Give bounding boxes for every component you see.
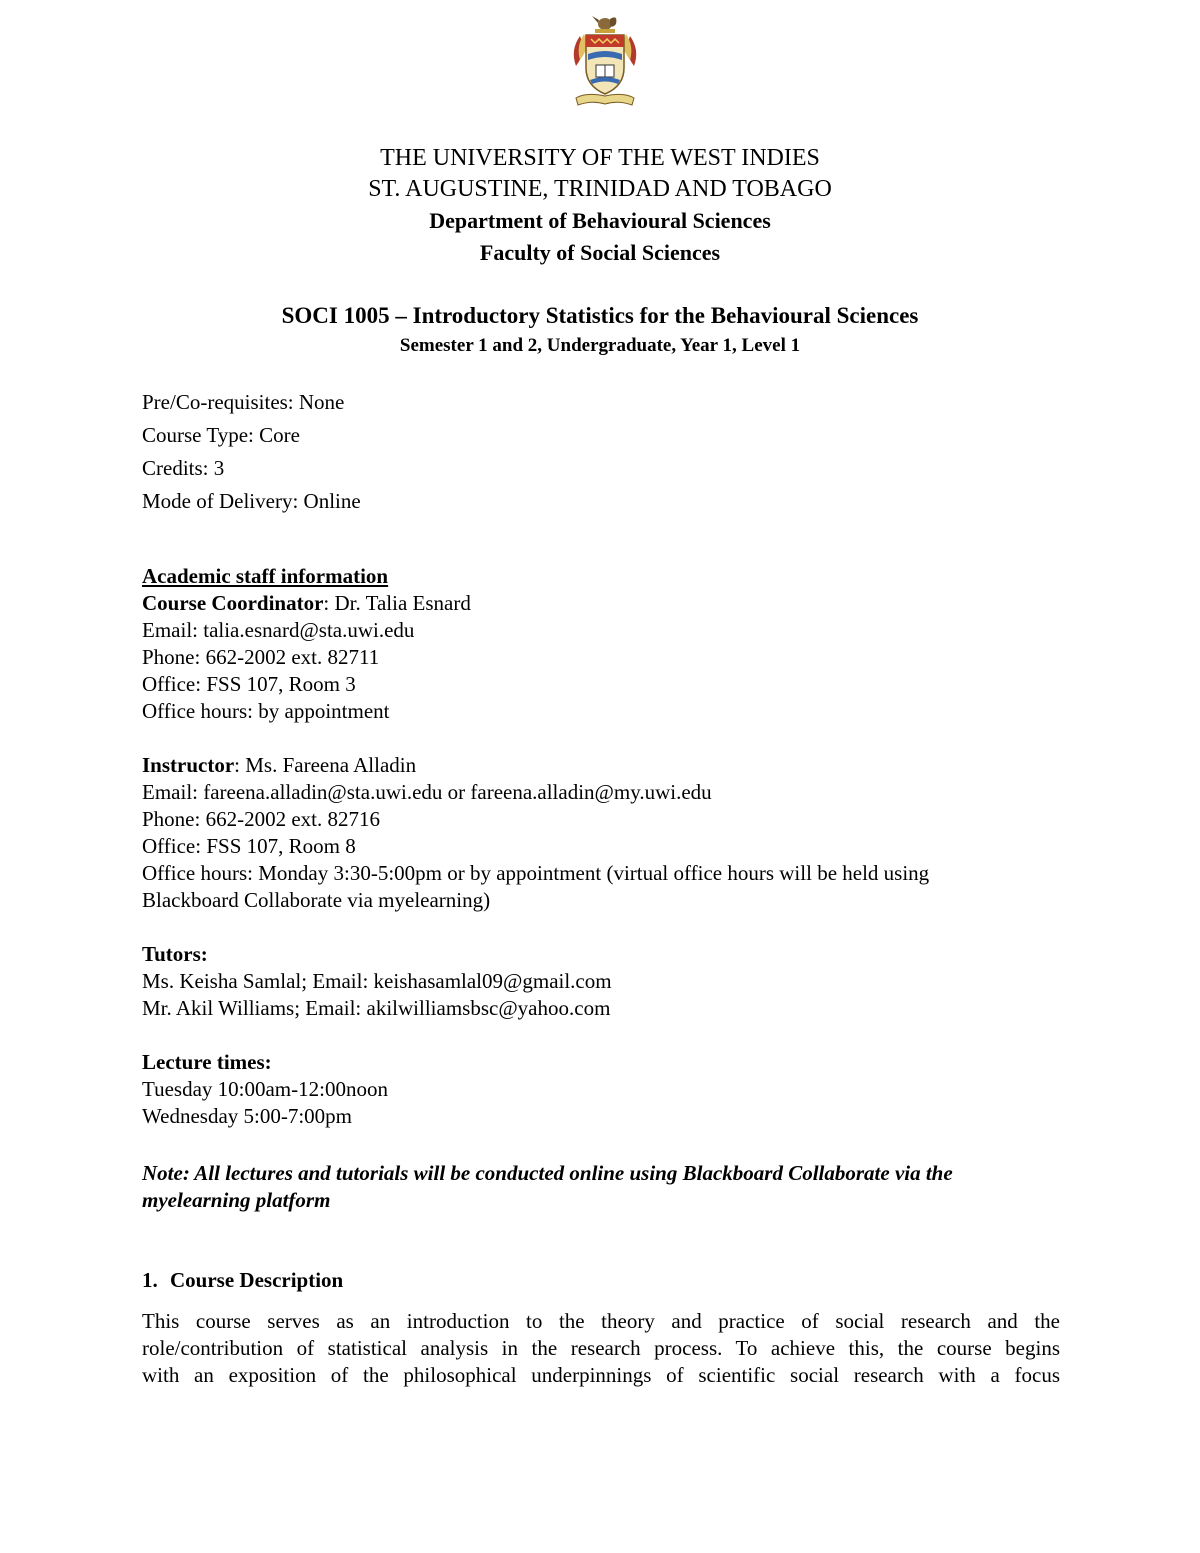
tutors-heading: Tutors: bbox=[142, 942, 208, 966]
course-description-text bbox=[142, 1308, 1060, 1389]
lectures-heading: Lecture times: bbox=[142, 1050, 272, 1074]
instructor-office-hours: Office hours: Monday 3:30-5:00pm or by appointment (virtual office hours will be held using bbox=[142, 861, 930, 885]
university-name: THE UNIVERSITY OF THE WEST INDIES bbox=[380, 145, 820, 171]
instructor-email: Email: fareena.alladin@sta.uwi.edu or fareena.alladin@my.uwi.edu bbox=[142, 780, 712, 804]
requirement-course-type: Course Type: Core bbox=[142, 423, 300, 447]
description-line: This course serves as an introduction to the theory and practice of social research and the bbox=[142, 1309, 1060, 1333]
requirement-credits: Credits: 3 bbox=[142, 456, 225, 480]
lecture-time-item: Wednesday 5:00-7:00pm bbox=[142, 1104, 353, 1128]
university-header bbox=[0, 143, 1200, 205]
coordinator-name: : Dr. Talia Esnard bbox=[323, 591, 471, 615]
tutor-item: Ms. Keisha Samlal; Email: keishasamlal09@gmail.com bbox=[142, 969, 612, 993]
coordinator-role: Course Coordinator bbox=[142, 591, 324, 615]
instructor-section bbox=[142, 752, 929, 914]
course-title: SOCI 1005 – Introductory Statistics for the Behavioural Sciences bbox=[281, 303, 919, 328]
coordinator-email: Email: talia.esnard@sta.uwi.edu bbox=[142, 618, 415, 642]
description-line: role/contribution of statistical analysis in the research process. To achieve this, the course begins bbox=[142, 1336, 1060, 1360]
course-subtitle: Semester 1 and 2, Undergraduate, Year 1, Level 1 bbox=[399, 335, 801, 356]
section-number: 1. bbox=[142, 1268, 158, 1292]
campus-name: ST. AUGUSTINE, TRINIDAD AND TOBAGO bbox=[368, 176, 832, 202]
instructor-name: : Ms. Fareena Alladin bbox=[234, 753, 417, 777]
coordinator-office: Office: FSS 107, Room 3 bbox=[142, 672, 356, 696]
coordinator-phone: Phone: 662-2002 ext. 82711 bbox=[142, 645, 380, 669]
requirement-prerequisites: Pre/Co-requisites: None bbox=[142, 390, 345, 414]
description-line: with an exposition of the philosophical underpinnings of scientific social research with a focus bbox=[142, 1363, 1060, 1387]
coordinator-office-hours: Office hours: by appointment bbox=[142, 699, 390, 723]
instructor-phone: Phone: 662-2002 ext. 82716 bbox=[142, 807, 380, 831]
requirement-mode-of-delivery: Mode of Delivery: Online bbox=[142, 489, 361, 513]
course-requirements bbox=[142, 386, 361, 518]
lecture-time-item: Tuesday 10:00am-12:00noon bbox=[142, 1077, 388, 1101]
tutors-section bbox=[142, 941, 612, 1022]
tutor-item: Mr. Akil Williams; Email: akilwilliamsbsc@yahoo.com bbox=[142, 996, 611, 1020]
department-name: Department of Behavioural Sciences bbox=[429, 208, 771, 233]
online-delivery-note: Note: All lectures and tutorials will be conducted online using Blackboard Collaborate via the myelearning platform bbox=[142, 1161, 953, 1212]
instructor-office: Office: FSS 107, Room 8 bbox=[142, 834, 356, 858]
staff-heading: Academic staff information bbox=[142, 564, 389, 588]
lectures-section bbox=[142, 1049, 388, 1130]
section-course-description-heading bbox=[142, 1267, 343, 1294]
instructor-line bbox=[142, 752, 929, 779]
faculty-name: Faculty of Social Sciences bbox=[479, 240, 721, 265]
section-title: Course Description bbox=[170, 1268, 344, 1292]
instructor-role: Instructor bbox=[142, 753, 235, 777]
department-header bbox=[0, 205, 1200, 269]
university-crest-logo bbox=[566, 10, 644, 110]
instructor-office-hours-cont: Blackboard Collaborate via myelearning) bbox=[142, 888, 491, 912]
coordinator-line bbox=[142, 590, 471, 617]
staff-section bbox=[142, 563, 471, 725]
